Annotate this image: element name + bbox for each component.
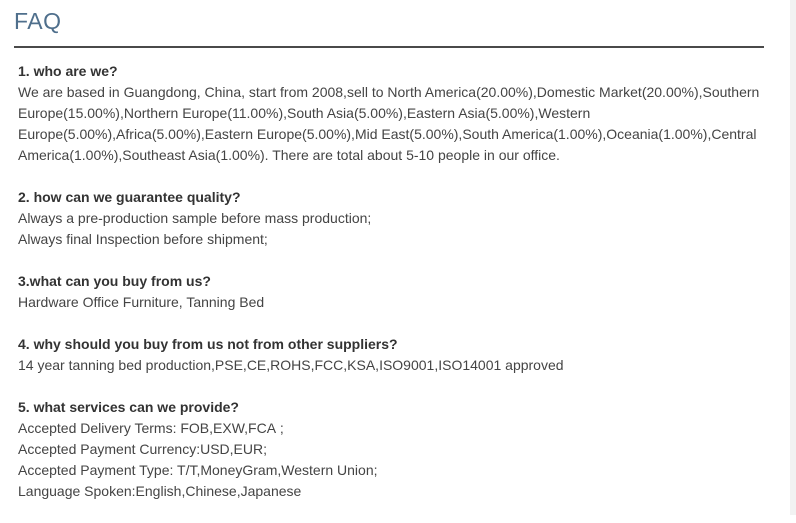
faq-answer-line: We are based in Guangdong, China, start from 2008,sell to North America(20.00%),Domestic Market(20.00%),Southern Europe(15.00%),Northern Europe(11.00%),South Asia(5.00%),Eastern Asia(5.00%),Western Europe(5.00%),Africa(5.00%),Eastern Europe(5.00%),Mid East(5.00%),South America(1.00%),Oceania(1.00%),Central America(1.00%),Southeast Asia(1.00%). There are total about 5-10 people in our office. (18, 84, 760, 163)
faq-item (18, 271, 764, 313)
faq-answer-line: Accepted Payment Type: T/T,MoneyGram,Western Union; (18, 462, 378, 478)
faq-list (18, 61, 764, 523)
faq-item (18, 187, 764, 250)
faq-question: 4. why should you buy from us not from other suppliers? (18, 336, 398, 352)
faq-question: 5. what services can we provide? (18, 399, 239, 415)
faq-answer-line: Always a pre-production sample before mass production; (18, 210, 372, 226)
faq-answer-line: Language Spoken:English,Chinese,Japanese (18, 483, 302, 499)
faq-item (18, 61, 764, 166)
faq-answer-line: Accepted Delivery Terms: FOB,EXW,FCA ; (18, 420, 284, 436)
page-edge-shade (790, 0, 796, 515)
faq-item (18, 397, 764, 502)
faq-answer-line: Accepted Payment Currency:USD,EUR; (18, 441, 267, 457)
faq-answer-line: Always final Inspection before shipment; (18, 231, 268, 247)
faq-question: 3.what can you buy from us? (18, 273, 211, 289)
faq-item (18, 334, 764, 376)
faq-answer-line: 14 year tanning bed production,PSE,CE,ROHS,FCC,KSA,ISO9001,ISO14001 approved (18, 357, 564, 373)
faq-question: 1. who are we? (18, 63, 118, 79)
faq-answer-line: Hardware Office Furniture, Tanning Bed (18, 294, 265, 310)
faq-heading-bar (14, 6, 764, 48)
page-title: FAQ (14, 8, 62, 34)
faq-question: 2. how can we guarantee quality? (18, 189, 241, 205)
